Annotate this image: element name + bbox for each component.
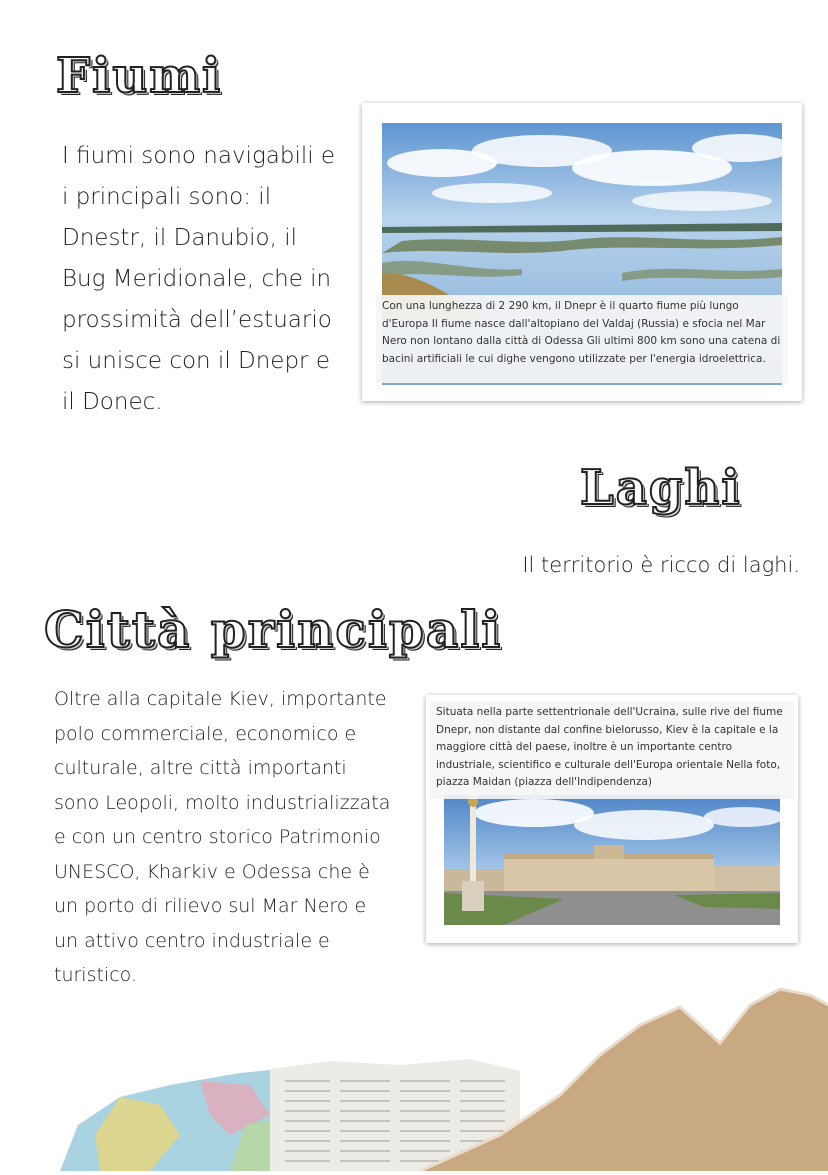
photo-card-kiev: [426, 695, 798, 943]
heading-citta-principali: Città principali: [44, 600, 503, 659]
paragraph-citta-principali: Oltre alla capitale Kiev, importante polo commerciale, economico e culturale, altre città importanti sono Leopoli, molto industrializzata e con un centro storico Patrimonio UNESCO, Kharkiv e Odessa che è un porto di rilievo sul Mar Nero e un attivo centro industriale e turistico.: [54, 688, 391, 986]
kiev-maidan-photo: [444, 795, 780, 925]
heading-laghi: Laghi: [580, 460, 742, 516]
kiev-photo-caption: Situata nella parte settentrionale dell'Ucraina, sulle rive del fiume Dnepr, non distante dal confine bielorusso, Kiev è la capitale e la maggiore città del paese, inoltre è un importante centro industriale, scientifico e culturale dell'Europa orientale Nella foto, piazza Maidan (piazza dell'Indipendenza): [430, 701, 794, 799]
dnepr-photo-caption: Con una lunghezza di 2 290 km, il Dnepr è il quarto fiume più lungo d'Europa Il fiume nasce dall'altopiano del Valdaj (Russia) e sfocia nel Mar Nero non lontano dalla città di Odessa Gli ultimi 800 km sono una catena di bacini artificiali le cui dighe vengono utilizzate per l'energia idroelettrica.: [376, 295, 788, 383]
photo-card-dnepr: [362, 103, 802, 401]
decorative-collage-footer: [0, 985, 828, 1171]
paragraph-laghi: Il territorio è ricco di laghi.: [522, 553, 800, 577]
heading-fiumi: Fiumi: [56, 48, 223, 104]
paragraph-fiumi: I fiumi sono navigabili e i principali sono: il Dnestr, il Danubio, il Bug Meridionale, che in prossimità dell’estuario si unisce con il Dnepr e il Donec.: [62, 143, 336, 415]
